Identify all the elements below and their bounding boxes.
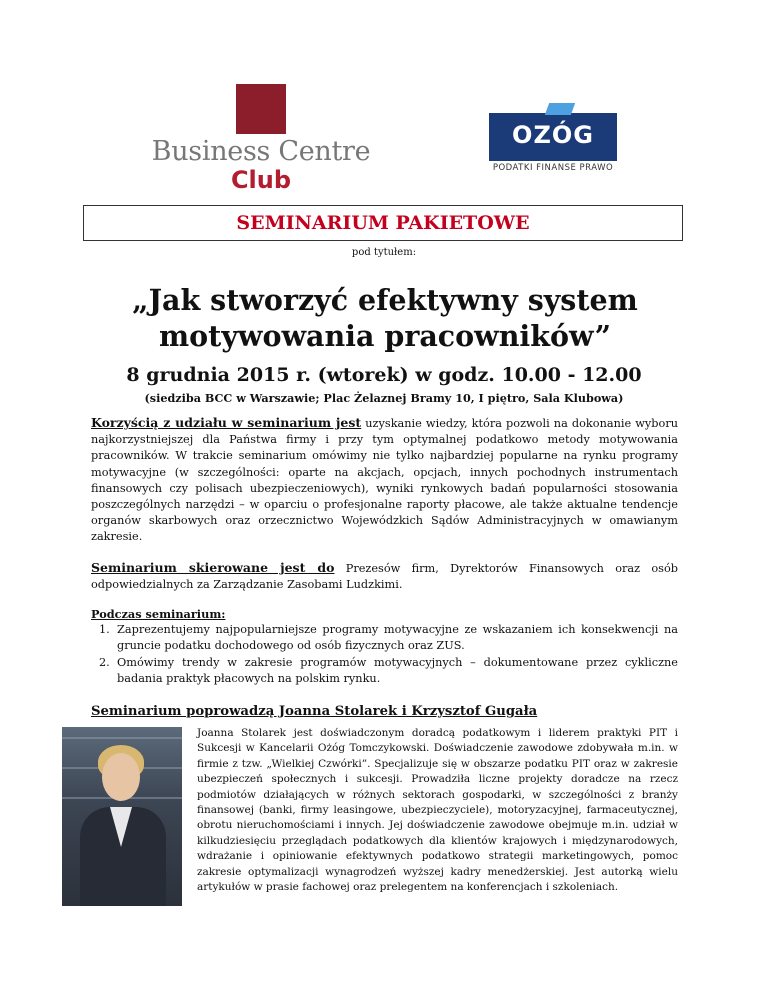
under-title-label: pod tytułem:: [351, 247, 417, 258]
photo-background-line: [62, 737, 182, 739]
seminar-banner-text: SEMINARIUM PAKIETOWE: [236, 212, 530, 234]
ozog-logo-accent: [545, 103, 575, 115]
during-heading: Podczas seminarium:: [91, 607, 226, 621]
list-item-number: 2.: [99, 655, 110, 669]
during-list: [91, 622, 678, 687]
list-item: [91, 622, 678, 654]
seminar-title: „Jak stworzyć efektywny system motywowania pracowników”: [132, 283, 638, 353]
ozog-logo-box: [489, 113, 617, 161]
speaker-bio: Joanna Stolarek jest doświadczonym doradcą podatkowym i liderem praktyki PIT i Sukcesji w Kancelarii Ożóg Tomczykowski. Doświadczenie zawodowe zdobywała m.in. w firmie z tzw. „Wielkiej Czwórki”. Specjalizuje się w obszarze podatku PIT oraz w zakresie ubezpieczeń społecznych i sukcesji. Prowadziła liczne projekty doradcze na rzecz podmiotów działających w różnych sektorach gospodarki, w szczególności z branży finansowej (banki, firmy leasingowe, ubezpieczyciele), motoryzacyjnej, farmaceutycznej, obrotu nieruchomościami i innych. Jej doświadczenie zawodowe obejmuje m.in. udział w kilkudziesięciu przeglądach podatkowych dla klientów krajowych i międzynarodowych, wdrażanie i opiniowanie efektywnych podatkowo strategii marketingowych, pomoc zakresie optymalizacji wynagrodzeń wyższej kadry menedżerskiej. Jest autorką wielu artykułów w prasie fachowej oraz prelegentem na konferencjach i szkoleniach.: [197, 727, 678, 894]
benefits-text: uzyskanie wiedzy, która pozwoli na dokonanie wyboru najkorzystniejszej dla Państwa firmy i przy tym optymalnej podatkowo metody motywowania pracowników. W trakcie seminarium omówimy nie tylko najbardziej popularne na rynku programy motywacyjne (w szczególności: oparte na akcjach, opcjach, innych pochodnych instrumentach finansowych czy polisach ubezpieczeniowych), wyniki rynkowych badań popularności stosowania poszczególnych narzędzi – w oparciu o profesjonalne raporty płacowe, ale także aktualne tendencje organów skarbowych oraz orzecznictwo Wojewódzkich Sądów Administracyjnych w omawianym zakresie.: [91, 417, 678, 544]
seminar-banner: [83, 205, 683, 241]
speakers-heading: Seminarium poprowadzą Joanna Stolarek i Krzysztof Gugała: [91, 704, 538, 719]
seminar-date: 8 grudnia 2015 r. (wtorek) w godz. 10.00 - 12.00: [126, 364, 642, 386]
business-centre-club-logo: [150, 84, 372, 196]
audience-paragraph: [91, 560, 678, 593]
list-item-number: 1.: [99, 623, 110, 637]
ozog-logo: [487, 113, 619, 175]
benefits-paragraph: [91, 415, 678, 546]
list-item-text: Omówimy trendy w zakresie programów motywacyjnych – dokumentowane przez cykliczne badania praktyk płacowych na polskim rynku.: [117, 655, 678, 685]
ozog-logo-name: OZÓG: [512, 121, 594, 149]
bcc-logo-club: Club: [230, 166, 292, 194]
seminar-venue: (siedziba BCC w Warszawie; Plac Żelaznej Bramy 10, I piętro, Sala Klubowa): [144, 391, 624, 405]
list-item-text: Zaprezentujemy najpopularniejsze programy motywacyjne ze wskazaniem ich konsekwencji na gruncie podatku dochodowego od osób fizycznych oraz ZUS.: [117, 623, 678, 653]
photo-face: [102, 753, 140, 801]
during-section: [91, 606, 678, 687]
audience-text: Prezesów firm, Dyrektorów Finansowych oraz osób odpowiedzialnych za Zarządzanie Zasobami Ludzkimi.: [91, 562, 678, 592]
audience-lead: Seminarium skierowane jest do: [91, 560, 335, 575]
speaker-photo: [62, 727, 182, 906]
list-item: [91, 655, 678, 687]
benefits-lead: Korzyścią z udziału w seminarium jest: [91, 415, 362, 430]
bcc-logo-name: Business Centre: [151, 136, 371, 167]
ozog-logo-tagline: PODATKI FINANSE PRAWO: [492, 163, 614, 173]
bcc-logo-square: [236, 84, 286, 134]
